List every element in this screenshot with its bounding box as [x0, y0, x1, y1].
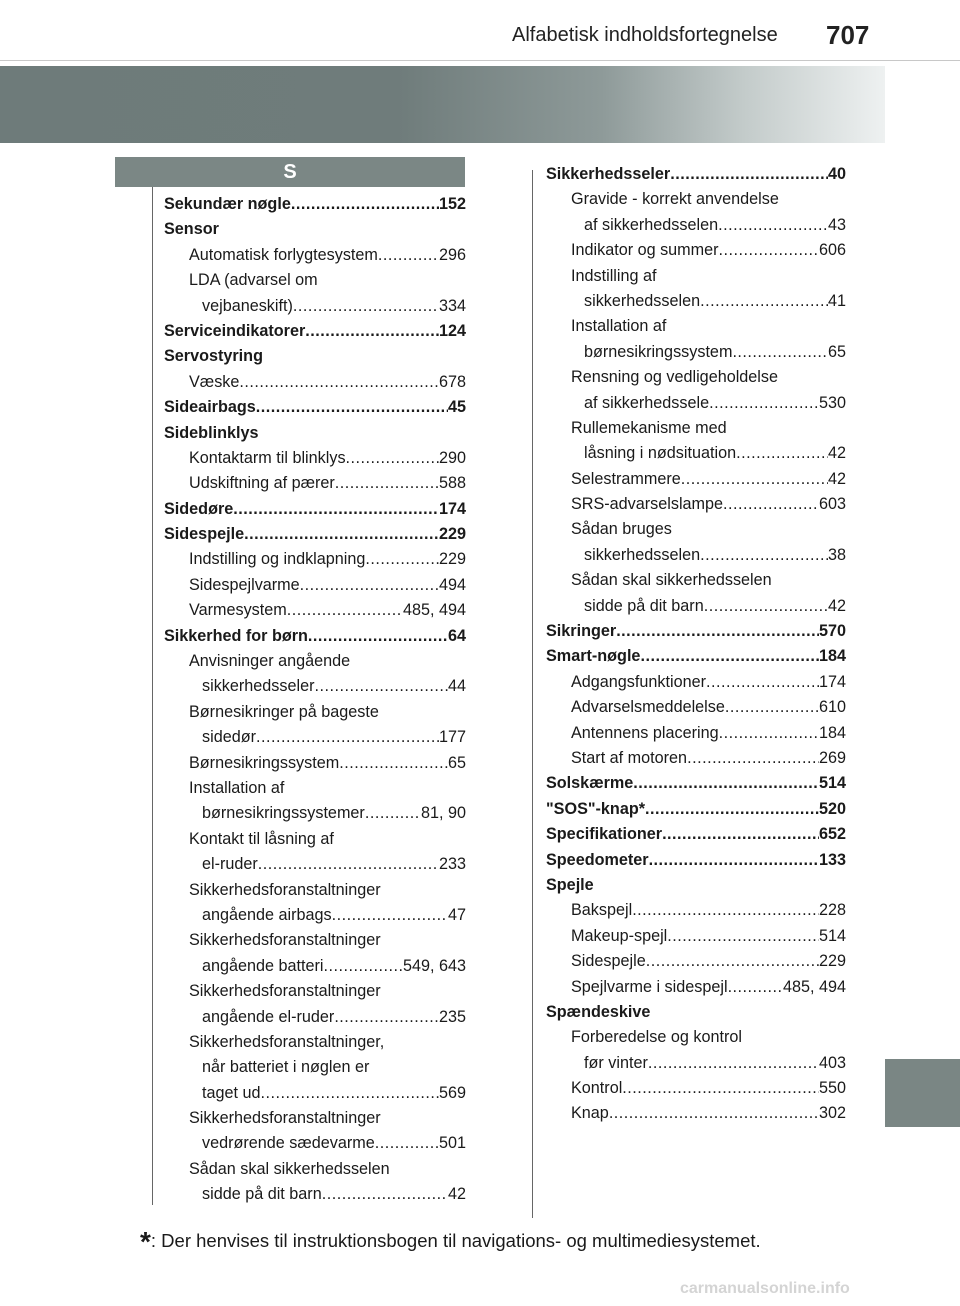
index-entry[interactable]: [164, 624, 466, 649]
entry-label: Smart-nøgle: [546, 647, 641, 666]
entry-label: "SOS"-knap*: [546, 799, 646, 818]
index-entry[interactable]: [164, 497, 466, 522]
entry-label: sidde på dit barn: [202, 1185, 322, 1204]
entry-label: Sådan bruges: [571, 520, 672, 539]
leader-dots: [609, 1101, 819, 1126]
entry-page[interactable]: 38: [827, 545, 846, 564]
entry-page[interactable]: 514: [818, 774, 846, 793]
entry-page[interactable]: 124: [438, 321, 466, 340]
entry-label: Sikkerhedsseler: [546, 165, 671, 183]
entry-label: Børnesikringssystem: [189, 753, 340, 772]
index-entry: [164, 649, 466, 674]
entry-label: Sikkerhedsforanstaltninger: [189, 982, 381, 1001]
entry-label: Servostyring: [164, 347, 263, 366]
index-entry: [164, 1055, 466, 1080]
entry-label: Speedometer: [546, 850, 649, 869]
leader-dots: [670, 162, 828, 187]
entry-page[interactable]: 42: [827, 444, 846, 463]
leader-dots: [646, 949, 819, 974]
entry-label: sikkerhedsselen: [584, 291, 701, 310]
index-entry: [546, 365, 846, 390]
entry-page[interactable]: 43: [827, 215, 846, 234]
entry-label: Sikkerhed for børn: [164, 626, 308, 645]
entry-label: Knap: [571, 1104, 609, 1123]
entry-label: Varmesystem: [189, 601, 287, 620]
footnote-text: : Der henvises til instruktionsbogen til navigations- og multimediesystemet.: [150, 1230, 761, 1251]
entry-label: Automatisk forlygtesystem: [189, 245, 378, 264]
index-entry[interactable]: [546, 670, 846, 695]
leader-dots: [233, 497, 439, 522]
entry-page[interactable]: 40: [827, 165, 846, 183]
entry-label: Spejlvarme i sidespejl: [571, 977, 728, 996]
index-entry[interactable]: [546, 924, 846, 949]
left-column-rule: [152, 187, 153, 1205]
chapter-tab[interactable]: [885, 1059, 960, 1127]
index-entry: [164, 878, 466, 903]
entry-page[interactable]: 65: [447, 753, 466, 772]
leader-dots: [308, 624, 448, 649]
leader-dots: [239, 370, 439, 395]
index-entry: [546, 264, 846, 289]
leader-dots: [728, 975, 783, 1000]
index-entry[interactable]: [546, 391, 846, 416]
page-number: 707: [826, 20, 870, 50]
top-rule: [0, 60, 960, 61]
entry-label: Start af motoren: [571, 748, 688, 767]
index-entry[interactable]: [546, 619, 846, 644]
entry-page[interactable]: 229: [438, 550, 466, 569]
entry-label: sidedør: [202, 728, 256, 747]
entry-page[interactable]: 550: [818, 1079, 846, 1098]
entry-label: Sikkerhedsforanstaltninger: [189, 931, 381, 950]
leader-dots: [324, 954, 403, 979]
entry-page[interactable]: 174: [818, 672, 846, 691]
leader-dots: [648, 1051, 819, 1076]
entry-page[interactable]: 520: [818, 799, 846, 818]
entry-page[interactable]: 81, 90: [420, 804, 466, 823]
entry-label: sikkerhedsseler: [202, 677, 315, 696]
entry-page[interactable]: 174: [438, 499, 466, 518]
index-entry[interactable]: [164, 395, 466, 420]
entry-page[interactable]: 296: [438, 245, 466, 264]
index-entry[interactable]: [546, 949, 846, 974]
entry-label: Kontaktarm til blinklys: [189, 448, 346, 467]
entry-page[interactable]: 494: [438, 575, 466, 594]
entry-label: LDA (advarsel om: [189, 271, 318, 290]
index-entry: [164, 979, 466, 1004]
index-entry: [546, 873, 846, 898]
index-entry[interactable]: [164, 370, 466, 395]
index-entry[interactable]: [546, 797, 846, 822]
entry-page[interactable]: 229: [818, 952, 846, 971]
entry-label: Makeup-spejl: [571, 926, 668, 945]
index-entry[interactable]: [546, 746, 846, 771]
index-entry: [546, 568, 846, 593]
leader-dots: [293, 294, 439, 319]
entry-label: taget ud: [202, 1083, 261, 1102]
index-entry: [164, 928, 466, 953]
index-entry[interactable]: [164, 192, 466, 217]
leader-dots: [305, 319, 439, 344]
entry-label: af sikkerhedssele: [584, 393, 710, 412]
leader-dots: [365, 547, 439, 572]
entry-label: angående el-ruder: [202, 1007, 335, 1026]
index-entry: [164, 776, 466, 801]
index-entry: [546, 517, 846, 542]
leader-dots: [667, 924, 819, 949]
entry-page[interactable]: 133: [818, 850, 846, 869]
entry-label: Spejle: [546, 875, 594, 894]
entry-page[interactable]: 269: [818, 748, 846, 767]
leader-dots: [706, 670, 819, 695]
index-entry[interactable]: [164, 954, 466, 979]
leader-dots: [322, 1182, 448, 1207]
index-entry[interactable]: [164, 801, 466, 826]
index-entry: [546, 1000, 846, 1025]
index-entry[interactable]: [546, 467, 846, 492]
leader-dots: [632, 898, 819, 923]
entry-label: angående batteri: [202, 956, 324, 975]
entry-page[interactable]: 42: [447, 1185, 466, 1204]
entry-page[interactable]: 570: [818, 622, 846, 641]
index-entry[interactable]: [546, 238, 846, 263]
leader-dots: [640, 644, 819, 669]
leader-dots: [346, 446, 439, 471]
entry-page[interactable]: 235: [438, 1007, 466, 1026]
index-entry[interactable]: [164, 674, 466, 699]
leader-dots: [332, 903, 448, 928]
leader-dots: [736, 441, 828, 466]
footnote-marker: *: [140, 1226, 151, 1257]
leader-dots: [622, 1076, 819, 1101]
entry-label: Installation af: [189, 778, 285, 797]
leader-dots: [256, 725, 439, 750]
entry-page[interactable]: 549, 643: [402, 956, 466, 975]
index-entry[interactable]: [164, 243, 466, 268]
index-entry: [164, 1106, 466, 1131]
entry-label: låsning i nødsituation: [584, 444, 737, 463]
entry-page[interactable]: 403: [818, 1053, 846, 1072]
entry-label: Sidespejle: [164, 525, 245, 544]
index-entry[interactable]: [546, 492, 846, 517]
entry-label: Sådan skal sikkerhedsselen: [571, 571, 772, 590]
entry-label: vedrørende sædevarme: [202, 1134, 375, 1153]
entry-page[interactable]: 42: [827, 596, 846, 615]
entry-page[interactable]: 64: [447, 626, 466, 645]
entry-label: børnesikringssystemer: [202, 804, 365, 823]
entry-label: Sideairbags: [164, 398, 256, 417]
leader-dots: [719, 238, 819, 263]
entry-label: Udskiftning af pærer: [189, 474, 335, 493]
entry-page[interactable]: 485, 494: [402, 601, 466, 620]
entry-label: Antennens placering: [571, 723, 719, 742]
index-entry: [164, 217, 466, 242]
entry-label: Bakspejl: [571, 901, 633, 920]
index-entry: [546, 187, 846, 212]
entry-page[interactable]: 603: [818, 495, 846, 514]
index-entry: [546, 416, 846, 441]
entry-label: Sidespejlvarme: [189, 575, 300, 594]
leader-dots: [258, 852, 439, 877]
entry-label: Gravide - korrekt anvendelse: [571, 190, 779, 209]
leader-dots: [287, 598, 403, 623]
entry-label: Kontrol: [571, 1079, 623, 1098]
entry-page[interactable]: 228: [818, 901, 846, 920]
entry-label: Solskærme: [546, 774, 634, 793]
entry-label: Forberedelse og kontrol: [571, 1028, 742, 1047]
leader-dots: [261, 1081, 439, 1106]
entry-page[interactable]: 334: [438, 296, 466, 315]
leader-dots: [718, 213, 828, 238]
index-entry: [164, 827, 466, 852]
entry-page[interactable]: 233: [438, 855, 466, 874]
entry-page[interactable]: 514: [818, 926, 846, 945]
index-entry: [546, 1025, 846, 1050]
section-heading: S: [115, 157, 465, 187]
entry-page[interactable]: 45: [447, 398, 466, 417]
index-entry[interactable]: [164, 573, 466, 598]
index-entry[interactable]: [546, 898, 846, 923]
entry-label: Selestrammere: [571, 469, 681, 488]
entry-label: Sideblinklys: [164, 423, 259, 442]
index-entry[interactable]: [164, 903, 466, 928]
entry-label: Sikringer: [546, 622, 617, 641]
entry-label: Sensor: [164, 220, 219, 239]
index-entry: [164, 268, 466, 293]
index-entry[interactable]: [546, 213, 846, 238]
index-entry[interactable]: [546, 721, 846, 746]
leader-dots: [709, 391, 819, 416]
entry-page[interactable]: 177: [438, 728, 466, 747]
index-entry: [164, 1030, 466, 1055]
entry-label: vejbaneskift): [202, 296, 293, 315]
index-entry[interactable]: [164, 1131, 466, 1156]
index-entry[interactable]: [164, 852, 466, 877]
entry-label: sikkerhedsselen: [584, 545, 701, 564]
leader-dots: [633, 771, 819, 796]
entry-label: Rensning og vedligeholdelse: [571, 368, 778, 387]
index-entry[interactable]: [546, 975, 846, 1000]
entry-label: Kontakt til låsning af: [189, 829, 334, 848]
leader-dots: [365, 801, 421, 826]
leader-dots: [256, 395, 448, 420]
entry-label: Installation af: [571, 317, 667, 336]
leader-dots: [704, 594, 828, 619]
leader-dots: [681, 467, 828, 492]
entry-label: af sikkerhedsselen: [584, 215, 719, 234]
footnote: [140, 1226, 761, 1258]
entry-label: Sidedøre: [164, 499, 234, 518]
header-banner: [0, 66, 885, 143]
entry-label: Væske: [189, 372, 240, 391]
leader-dots: [700, 543, 828, 568]
entry-page[interactable]: 290: [438, 448, 466, 467]
entry-page[interactable]: 678: [438, 372, 466, 391]
index-entry[interactable]: [546, 695, 846, 720]
leader-dots: [732, 340, 828, 365]
entry-page[interactable]: 530: [818, 393, 846, 412]
index-entry[interactable]: [546, 1051, 846, 1076]
index-entry: [164, 421, 466, 446]
entry-label: Indikator og summer: [571, 241, 719, 260]
leader-dots: [244, 522, 439, 547]
center-column-rule: [532, 170, 533, 1218]
leader-dots: [616, 619, 819, 644]
entry-page[interactable]: 65: [827, 342, 846, 361]
entry-label: el-ruder: [202, 855, 258, 874]
index-entry[interactable]: [164, 598, 466, 623]
header-title: Alfabetisk indholdsfortegnelse: [512, 24, 778, 46]
entry-label: Sekundær nøgle: [164, 195, 291, 213]
entry-page[interactable]: 652: [818, 825, 846, 844]
entry-label: Rullemekanisme med: [571, 418, 727, 437]
entry-label: børnesikringssystem: [584, 342, 733, 361]
entry-page[interactable]: 229: [438, 525, 466, 544]
index-entry[interactable]: [164, 319, 466, 344]
entry-label: sidde på dit barn: [584, 596, 704, 615]
index-entry[interactable]: [546, 594, 846, 619]
index-column-right: [546, 162, 846, 1127]
entry-page[interactable]: 41: [827, 291, 846, 310]
index-entry[interactable]: [164, 1182, 466, 1207]
entry-page[interactable]: 184: [818, 647, 846, 666]
leader-dots: [339, 751, 448, 776]
index-entry[interactable]: [546, 1101, 846, 1126]
entry-label: angående airbags: [202, 905, 332, 924]
leader-dots: [723, 492, 819, 517]
entry-label: Adgangsfunktioner: [571, 672, 706, 691]
index-entry[interactable]: [164, 725, 466, 750]
leader-dots: [725, 695, 819, 720]
entry-page[interactable]: 184: [818, 723, 846, 742]
index-entry[interactable]: [164, 1081, 466, 1106]
entry-label: før vinter: [584, 1053, 648, 1072]
index-entry[interactable]: [164, 471, 466, 496]
entry-label: Spændeskive: [546, 1002, 651, 1021]
entry-label: Sikkerhedsforanstaltninger: [189, 1109, 381, 1128]
index-entry[interactable]: [546, 162, 846, 187]
leader-dots: [719, 721, 819, 746]
index-entry: [164, 344, 466, 369]
index-column-left: [164, 192, 466, 1208]
leader-dots: [300, 573, 439, 598]
entry-label: SRS-advarselslampe: [571, 495, 724, 514]
leader-dots: [375, 1131, 439, 1156]
entry-label: Indstilling af: [571, 266, 657, 285]
entry-label: Specifikationer: [546, 825, 663, 844]
index-entry[interactable]: [164, 446, 466, 471]
entry-label: når batteriet i nøglen er: [202, 1058, 370, 1077]
leader-dots: [335, 471, 439, 496]
index-entry: [164, 1157, 466, 1182]
leader-dots: [687, 746, 819, 771]
entry-page[interactable]: 152: [438, 195, 466, 213]
index-entry[interactable]: [546, 822, 846, 847]
index-entry[interactable]: [546, 771, 846, 796]
entry-label: Advarselsmeddelelse: [571, 698, 725, 717]
entry-page[interactable]: 610: [818, 698, 846, 717]
entry-page[interactable]: 606: [818, 241, 846, 260]
leader-dots: [700, 289, 828, 314]
index-entry: [546, 314, 846, 339]
entry-label: Sikkerhedsforanstaltninger: [189, 880, 381, 899]
entry-page[interactable]: 501: [438, 1134, 466, 1153]
entry-page[interactable]: 485, 494: [782, 977, 846, 996]
leader-dots: [649, 848, 819, 873]
index-entry[interactable]: [546, 543, 846, 568]
leader-dots: [314, 674, 448, 699]
entry-page[interactable]: 47: [447, 905, 466, 924]
leader-dots: [334, 1005, 439, 1030]
index-entry[interactable]: [546, 848, 846, 873]
index-entry: [164, 700, 466, 725]
entry-page[interactable]: 302: [818, 1104, 846, 1123]
entry-page[interactable]: 44: [447, 677, 466, 696]
index-entry[interactable]: [164, 1005, 466, 1030]
index-entry[interactable]: [546, 1076, 846, 1101]
leader-dots: [291, 192, 439, 217]
index-entry[interactable]: [164, 751, 466, 776]
entry-label: Børnesikringer på bageste: [189, 702, 379, 721]
entry-label: Anvisninger angående: [189, 652, 351, 671]
index-entry[interactable]: [546, 441, 846, 466]
index-entry[interactable]: [546, 289, 846, 314]
leader-dots: [645, 797, 819, 822]
entry-page[interactable]: 569: [438, 1083, 466, 1102]
entry-label: Serviceindikatorer: [164, 321, 306, 340]
entry-page[interactable]: 588: [438, 474, 466, 493]
index-entry[interactable]: [546, 644, 846, 669]
index-entry[interactable]: [546, 340, 846, 365]
index-entry[interactable]: [164, 547, 466, 572]
entry-label: Indstilling og indklapning: [189, 550, 366, 569]
entry-label: Sidespejle: [571, 952, 646, 971]
leader-dots: [662, 822, 819, 847]
index-entry[interactable]: [164, 294, 466, 319]
index-entry[interactable]: [164, 522, 466, 547]
entry-label: Sikkerhedsforanstaltninger,: [189, 1032, 385, 1051]
watermark: carmanualsonline.info: [680, 1280, 850, 1297]
entry-label: Sådan skal sikkerhedsselen: [189, 1159, 390, 1178]
leader-dots: [378, 243, 439, 268]
entry-page[interactable]: 42: [827, 469, 846, 488]
